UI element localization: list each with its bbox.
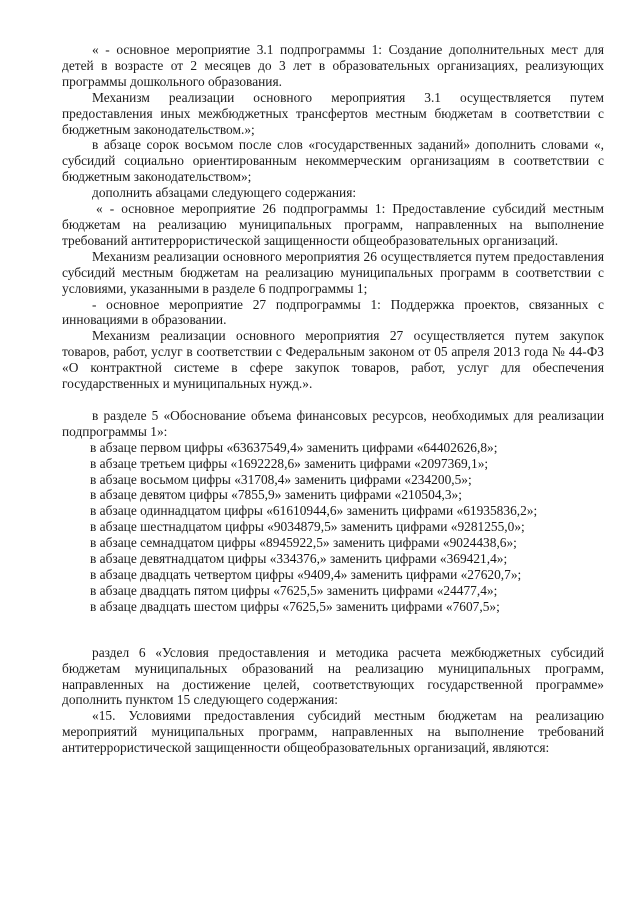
paragraph-mechanism-26: Механизм реализации основного мероприятия 26 осуществляется путем предоставления субсидий местным бюджетам на реализацию муниципальных программ в соответствии с условиями, указанными в разделе 6 подпрограммы 1;	[62, 248, 604, 296]
paragraph-point-15: «15. Условиями предоставления субсидий местным бюджетам на реализацию мероприятий муниципальных программ, направленных на выполнение требований антитеррористической защищенности общеобразовательных организаций, являются:	[62, 708, 604, 756]
paragraph-section-5: в разделе 5 «Обоснование объема финансовых ресурсов, необходимых для реализации подпрограммы 1»:	[62, 407, 604, 439]
paragraph-event-26: « - основное мероприятие 26 подпрограммы 1: Предоставление субсидий местным бюджетам на реализацию муниципальных программ, направленных на выполнение требований антитеррористической защищенности общеобразовательных организаций.	[62, 201, 604, 248]
paragraph-event-3-1: « - основное мероприятие 3.1 подпрограммы 1: Создание дополнительных мест для детей в возрасте от 2 месяцев до 3 лет в образовательных организациях, реализующих программы дошкольного образования.	[62, 42, 604, 89]
spacer	[62, 615, 604, 645]
list-item: в абзаце третьем цифры «1692228,6» заменить цифрами «2097369,1»;	[90, 455, 489, 471]
spacer	[62, 392, 604, 408]
paragraph-forty-eighth: в абзаце сорок восьмом после слов «государственных заданий» дополнить словами «, субсидий социально ориентированным некоммерческим организациям в соответствии с бюджетным законодательством»;	[62, 137, 604, 185]
list-item: в абзаце двадцать шестом цифры «7625,5» заменить цифрами «7607,5»;	[90, 598, 500, 614]
list-item: в абзаце шестнадцатом цифры «9034879,5» заменить цифрами «9281255,0»;	[90, 519, 525, 535]
paragraph-section-6: раздел 6 «Условия предоставления и методика расчета межбюджетных субсидий бюджетам муниципальных образований на реализацию муниципальных программ, направленных на достижение целей, соответствующих государственной программе» дополнить пунктом 15 следующего содержания:	[62, 644, 604, 708]
list-item: в абзаце девятом цифры «7855,9» заменить цифрами «210504,3»;	[90, 487, 462, 503]
paragraph-event-27: - основное мероприятие 27 подпрограммы 1: Поддержка проектов, связанных с инновациями в образовании.	[62, 296, 604, 328]
paragraph-mechanism-3-1: Механизм реализации основного мероприятия 3.1 осуществляется путем предоставления иных межбюджетных трансфертов местным бюджетам в соответствии с бюджетным законодательством.»;	[62, 89, 604, 137]
list-item: в абзаце первом цифры «63637549,4» заменить цифрами «64402626,8»;	[90, 439, 498, 455]
list-item: в абзаце восьмом цифры «31708,4» заменить цифрами «234200,5»;	[90, 471, 472, 487]
changes-list	[62, 440, 604, 615]
list-item: в абзаце двадцать четвертом цифры «9409,4» заменить цифрами «27620,7»;	[90, 567, 522, 582]
list-item: в абзаце семнадцатом цифры «8945922,5» заменить цифрами «9024438,6»;	[90, 535, 517, 551]
list-item: в абзаце двадцать пятом цифры «7625,5» заменить цифрами «24477,4»;	[90, 582, 498, 598]
document-page	[62, 42, 604, 756]
paragraph-add-intro: дополнить абзацами следующего содержания:	[92, 185, 357, 201]
list-item: в абзаце одиннадцатом цифры «61610944,6» заменить цифрами «61935836,2»;	[90, 503, 538, 519]
paragraph-mechanism-27: Механизм реализации основного мероприятия 27 осуществляется путем закупок товаров, работ, услуг в соответствии с Федеральным законом от 05 апреля 2013 года № 44-ФЗ «О контрактной системе в сфере закупок товаров, работ, услуг для обеспечения государственных и муниципальных нужд.».	[62, 328, 604, 392]
list-item: в абзаце девятнадцатом цифры «334376,» заменить цифрами «369421,4»;	[90, 551, 508, 567]
